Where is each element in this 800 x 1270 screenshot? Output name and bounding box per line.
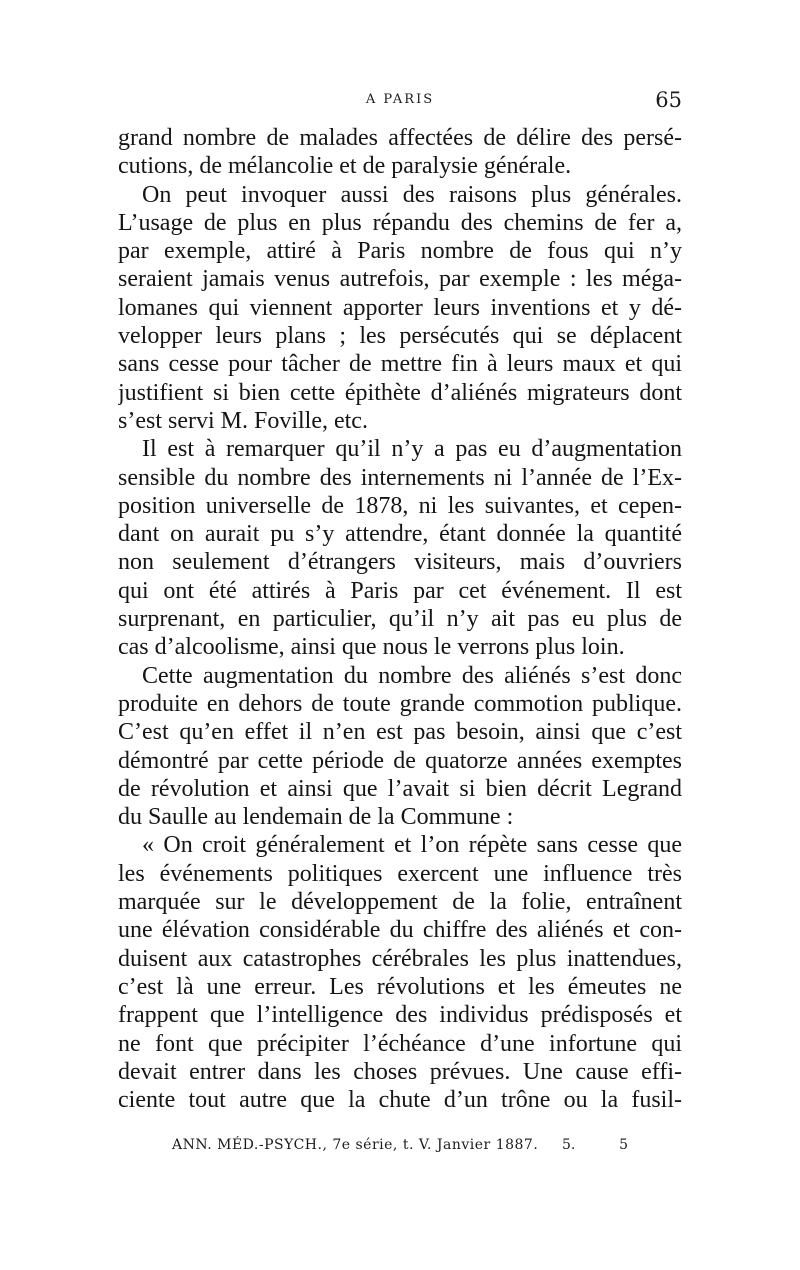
text-line: produite en dehors de toute grande commotion publique. <box>118 690 682 717</box>
text-line: frappent que l’intelligence des individus prédisposés et <box>118 1002 682 1029</box>
running-title: A PARIS <box>365 92 435 107</box>
text-line: Cette augmentation du nombre des aliénés s’est donc <box>142 662 682 689</box>
sheet-number: 5 <box>619 1137 628 1153</box>
text-line: Il est à remarquer qu’il n’y a pas eu d’augmentation <box>142 436 682 463</box>
body-text <box>118 124 682 1114</box>
text-line: On peut invoquer aussi des raisons plus générales. <box>142 181 682 208</box>
text-line: une élévation considérable du chiffre des aliénés et con- <box>118 917 682 944</box>
running-head <box>118 88 682 118</box>
text-line: velopper leurs plans ; les persécutés qui se déplacent <box>118 323 682 350</box>
sheet-mark: 5. <box>562 1137 576 1153</box>
text-line: non seulement d’étrangers visiteurs, mais d’ouvriers <box>118 549 682 576</box>
text-line: de révolution et ainsi que l’avait si bien décrit Legrand <box>118 775 682 802</box>
text-line: grand nombre de malades affectées de délire des persé- <box>118 125 682 151</box>
text-line: sensible du nombre des internements ni l’année de l’Ex- <box>118 464 682 491</box>
text-line: surprenant, en particulier, qu’il n’y ait pas eu plus de <box>118 606 682 633</box>
text-line: qui ont été attirés à Paris par cet événement. Il est <box>118 577 682 604</box>
text-line: position universelle de 1878, ni les suivantes, et cepen- <box>118 492 682 519</box>
text-line: C’est qu’en effet il n’en est pas besoin, ainsi que c’est <box>118 719 682 746</box>
text-line: seraient jamais venus autrefois, par exemple : les méga- <box>118 266 682 293</box>
text-line: duisent aux catastrophes cérébrales les plus inattendues, <box>118 945 682 972</box>
text-line: justifient si bien cette épithète d’aliénés migrateurs dont <box>118 379 682 406</box>
text-line: cas d’alcoolisme, ainsi que nous le verrons plus loin. <box>118 634 625 661</box>
journal-citation: ANN. MÉD.-PSYCH., 7e série, t. V. Janvier 1887. <box>172 1137 539 1153</box>
text-line: du Saulle au lendemain de la Commune : <box>118 804 514 831</box>
text-line: s’est servi M. Foville, etc. <box>118 407 368 434</box>
text-line: lomanes qui viennent apporter leurs inventions et y dé- <box>118 294 682 321</box>
text-line: devait entrer dans les choses prévues. Une cause effi- <box>118 1058 682 1085</box>
text-line: par exemple, attiré à Paris nombre de fous qui n’y <box>118 238 682 265</box>
text-line: sans cesse pour tâcher de mettre fin à leurs maux et qui <box>118 351 682 378</box>
text-line: ciente tout autre que la chute d’un trône ou la fusil- <box>118 1087 682 1114</box>
text-line: marquée sur le développement de la folie, entraînent <box>118 889 682 916</box>
page-number: 65 <box>655 88 682 112</box>
text-line: ne font que précipiter l’échéance d’une infortune qui <box>118 1030 682 1057</box>
text-line: cutions, de mélancolie et de paralysie générale. <box>118 153 572 180</box>
text-line: démontré par cette période de quatorze années exemptes <box>118 747 682 774</box>
text-line: c’est là une erreur. Les révolutions et les émeutes ne <box>118 973 682 1000</box>
text-line: « On croit généralement et l’on répète sans cesse que <box>142 832 682 859</box>
text-line: L’usage de plus en plus répandu des chemins de fer a, <box>118 209 682 236</box>
text-line: dant on aurait pu s’y attendre, étant donnée la quantité <box>118 521 682 548</box>
text-line: les événements politiques exercent une influence très <box>118 860 682 887</box>
